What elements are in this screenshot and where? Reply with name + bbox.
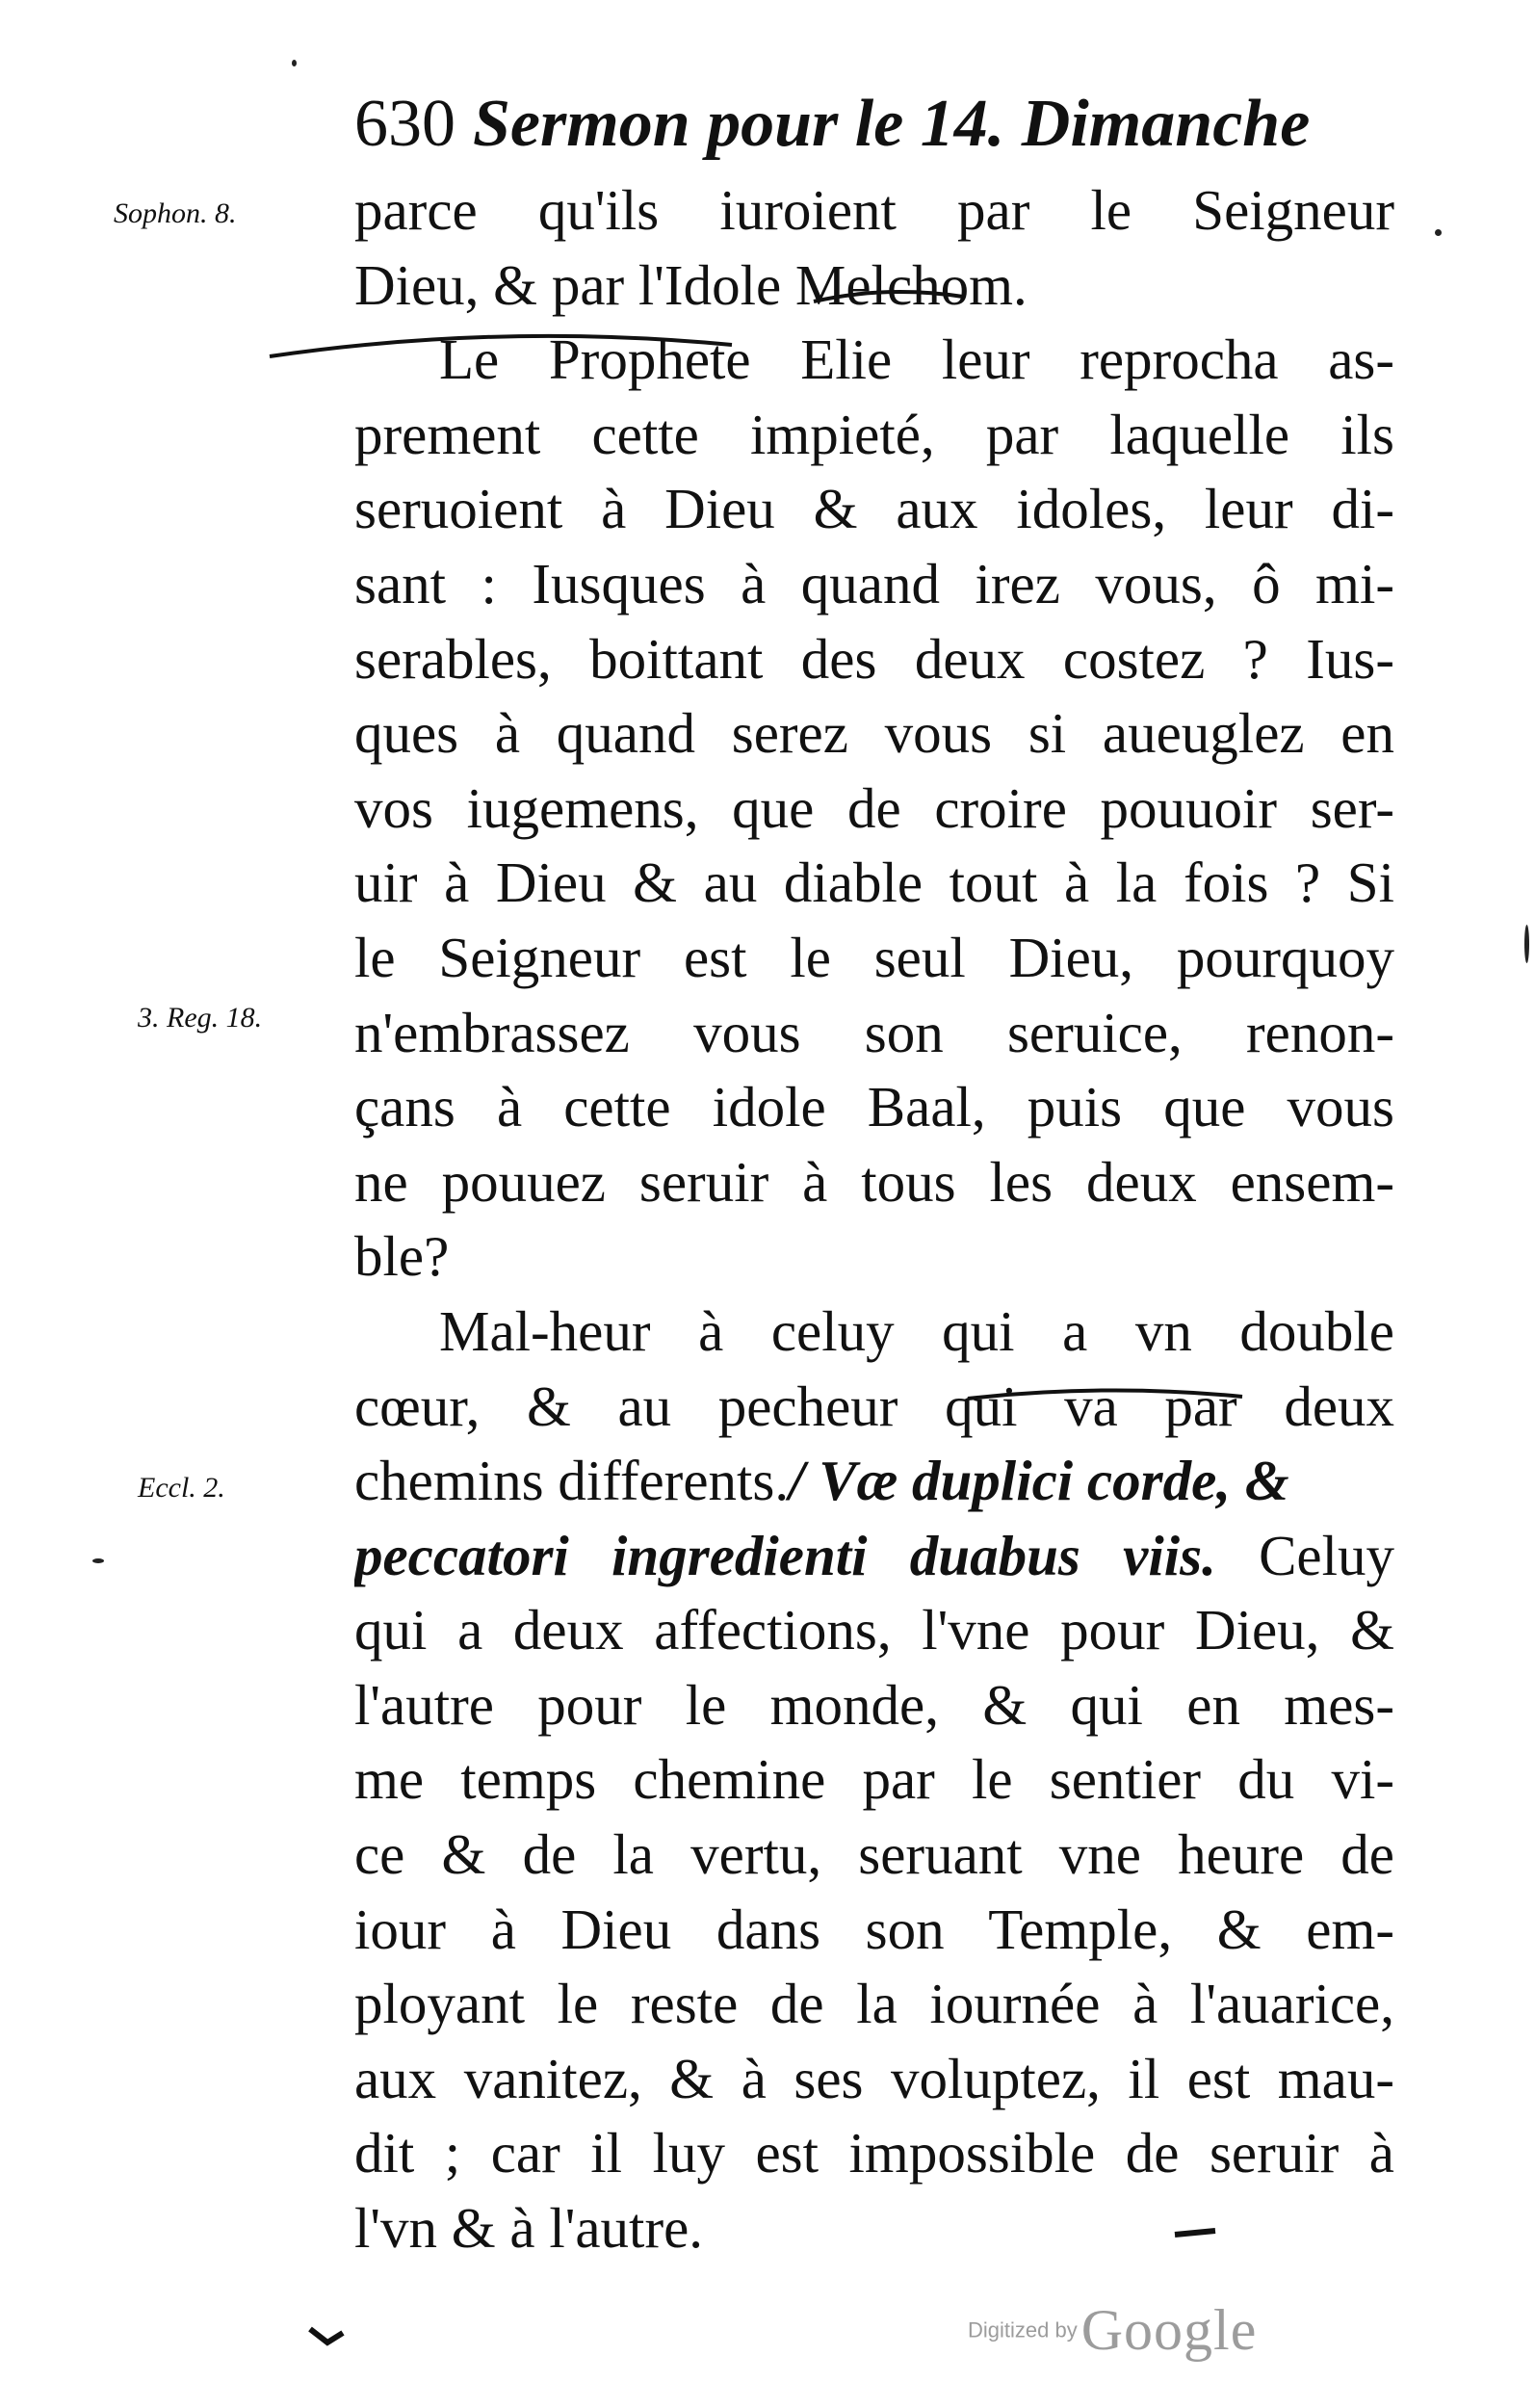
text-line: qui a deux affections, l'vne pour Dieu, & (354, 1598, 1394, 1662)
text-line: parce qu'ils iuroient par le Seigneur (354, 178, 1394, 242)
scan-edge-mark (1524, 925, 1529, 963)
scan-speck (92, 1558, 104, 1563)
scan-speck (292, 60, 297, 66)
digitization-watermark (968, 2297, 1286, 2365)
text-line: dit ; car il luy est impossible de seruir à (354, 2121, 1394, 2186)
text-line: peccatori ingredienti duabus viis. Celuy (354, 1523, 1394, 1587)
text-line: çans à cette idole Baal, puis que vous (354, 1075, 1394, 1139)
text-line: serables, boittant des deux costez ? Ius- (354, 626, 1394, 691)
text-line: ne pouuez seruir à tous les deux ensem- (354, 1149, 1394, 1214)
text-line: seruoient à Dieu & aux idoles, leur di- (354, 477, 1394, 541)
text-line: sant : Iusques à quand irez vous, ô mi- (354, 551, 1394, 615)
text-line: prement cette impieté, par laquelle ils (354, 402, 1394, 466)
text-line: me temps chemine par le sentier du vi- (354, 1747, 1394, 1812)
text-line: ques à quand serez vous si aueuglez en (354, 701, 1394, 766)
text-line: Dieu, & par l'Idole Melchom. (354, 252, 1028, 317)
corner-mark-stroke (310, 2329, 343, 2343)
scan-speck (1435, 229, 1442, 236)
text-line: ble? (354, 1224, 450, 1289)
text-line: Mal-heur à celuy qui a vn double (439, 1298, 1394, 1363)
body-text (354, 173, 1394, 2266)
text-line: Le Prophete Elie leur reprocha as- (439, 327, 1394, 392)
text-line: ce & de la vertu, seruant vne heure de (354, 1822, 1394, 1887)
latin-quote-continued: peccatori ingredienti duabus viis. (354, 1523, 1216, 1587)
margin-note-reg: 3. Reg. 18. (138, 1002, 263, 1034)
margin-note-eccl: Eccl. 2. (138, 1472, 225, 1504)
text-line: l'autre pour le monde, & qui en mes- (354, 1672, 1394, 1737)
latin-quote: / Væ duplici corde, & (789, 1449, 1289, 1513)
running-head (354, 81, 1327, 168)
margin-note-sophon: Sophon. 8. (114, 197, 237, 229)
running-title: Sermon pour le 14. Dimanche (473, 87, 1311, 161)
watermark-prefix: Digitized by (968, 2317, 1078, 2343)
text-line: vos iugemens, que de croire pouuoir ser- (354, 775, 1394, 840)
text-line (354, 1444, 1394, 1519)
text-line: le Seigneur est le seul Dieu, pourquoy (354, 925, 1394, 989)
text-line: l'vn & à l'autre. (354, 2196, 704, 2261)
text-line: uir à Dieu & au diable tout à la fois ? Si (354, 851, 1394, 915)
text-line: aux vanitez, & à ses voluptez, il est mau- (354, 2046, 1394, 2110)
page-number: 630 (354, 87, 455, 161)
text-line: ployant le reste de la iournée à l'auarice, (354, 1972, 1394, 2036)
google-logo: Google (1080, 2298, 1258, 2362)
text-line: iour à Dieu dans son Temple, & em- (354, 1897, 1394, 1961)
text-line-start: chemins differents. (354, 1449, 790, 1513)
text-line: n'embrassez vous son seruice, renon- (354, 1000, 1394, 1064)
text-line: cœur, & au pecheur qui va par deux (354, 1374, 1394, 1438)
latin-quote-text: Væ duplici corde, & (819, 1449, 1289, 1513)
